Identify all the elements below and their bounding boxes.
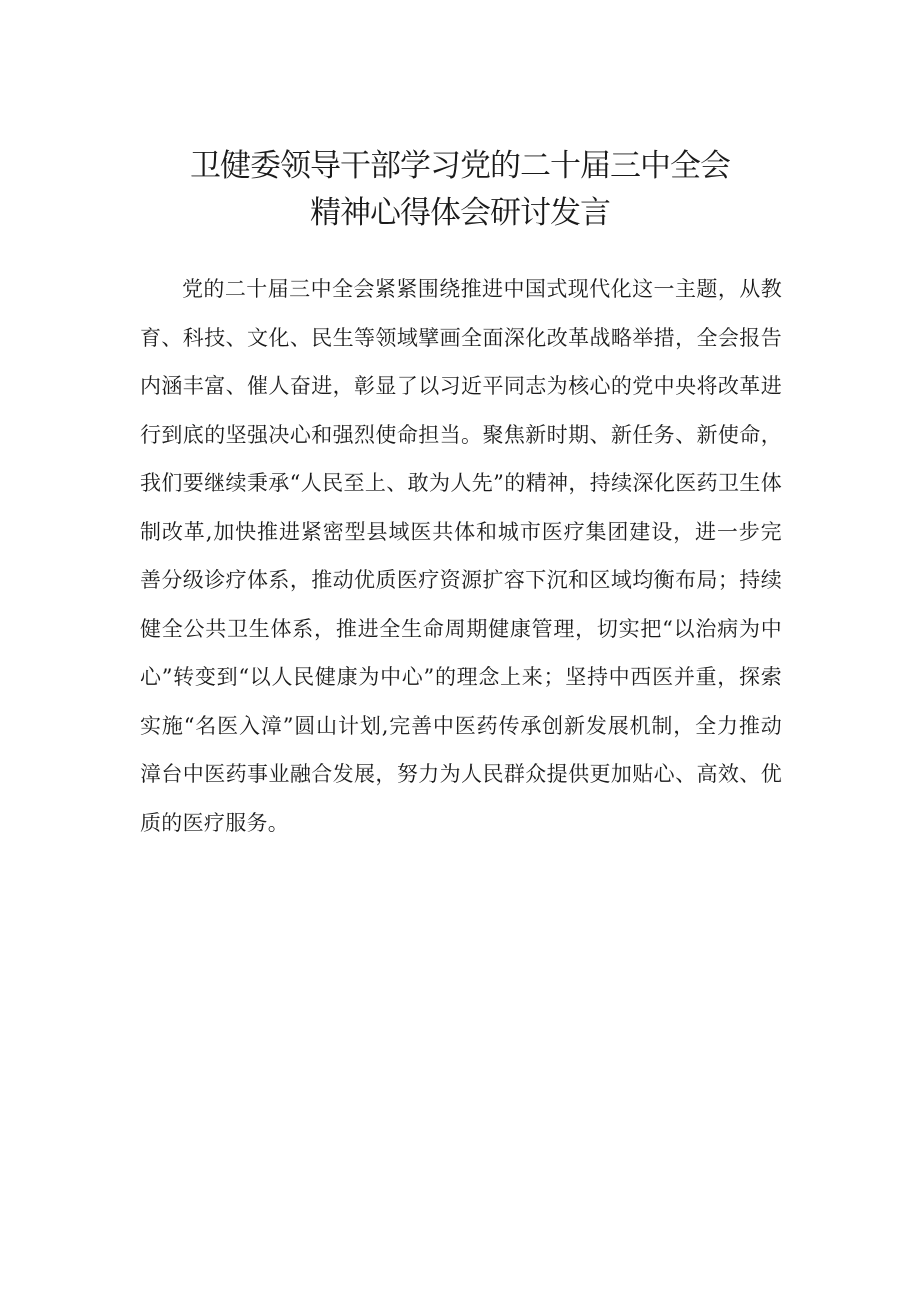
title-line-1: 卫健委领导干部学习党的二十届三中全会 (190, 148, 730, 184)
title-line-2: 精神心得体会研讨发言 (310, 195, 610, 231)
body-paragraph: 党的二十届三中全会紧紧围绕推进中国式现代化这一主题，从教育、科技、文化、民生等领域擘画全面深化改革战略举措，全会报告内涵丰富、催人奋进，彰显了以习近平同志为核心的党中央将改革进行到底的坚强决心和强烈使命担当。聚焦新时期、新任务、新使命，我们要继续秉承“人民至上、敢为人先”的精神，持续深化医药卫生体制改革,加快推进紧密型县域医共体和城市医疗集团建设，进一步完善分级诊疗体系，推动优质医疗资源扩容下沉和区域均衡布局；持续健全公共卫生体系，推进全生命周期健康管理，切实把“以治病为中心”转变到“以人民健康为中心”的理念上来；坚持中西医并重，探索实施“名医入漳”圆山计划,完善中医药传承创新发展机制，全力推动漳台中医药事业融合发展，努力为人民群众提供更加贴心、高效、优质的医疗服务。 (140, 277, 782, 835)
document-title (0, 143, 920, 237)
